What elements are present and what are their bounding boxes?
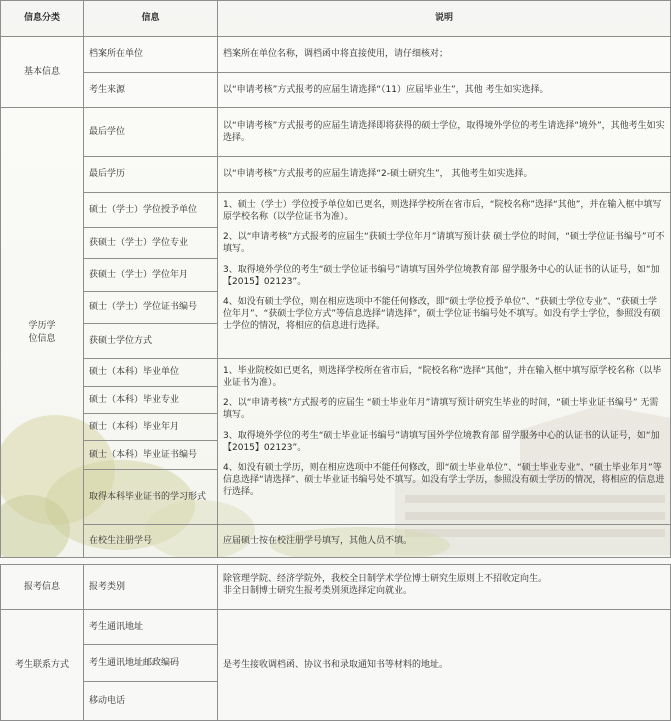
degree-note-3: 3、取得境外学位的考生“硕士学位证书编号”请填写国外学位境教育部 留学服务中心的认证书的认证号，如“加【2015】02123”。 [223, 264, 660, 287]
row-study-form: 取得本科毕业证书的学习形式 [83, 469, 218, 525]
row-student-id: 在校生注册学号 [83, 524, 218, 558]
row-exam-type: 报考类别 [83, 564, 218, 610]
header-note: 说明 [217, 0, 671, 37]
note-last-education: 以“申请考核”方式报考的应届生请选择“2-硕士研究生”， 其他考生如实选择。 [217, 156, 671, 193]
row-source: 考生来源 [83, 72, 218, 108]
degree-note-2: 2、以“申请考核”方式报考的应届生“获硕士学位年月”请填写预计获 硕士学位的时间，“硕士学位证书编号”可不填写。 [223, 232, 665, 255]
row-master-grad-date: 硕士（本科）毕业年月 [83, 413, 218, 441]
row-master-grad-major: 硕士（本科）毕业专业 [83, 386, 218, 414]
note-contact: 是考生接收调档函、协议书和录取通知书等材料的地址。 [217, 609, 671, 721]
row-master-degree-cert: 硕士（学士）学位证书编号 [83, 291, 218, 324]
section-exam: 报考信息 [0, 564, 84, 610]
header-info: 信息 [83, 0, 218, 37]
note-last-degree: 以“申请考核”方式报考的应届生请选择即将获得的硕士学位，取得境外学位的考生请选择“境外”，其他考生如实选择。 [217, 107, 671, 157]
row-archive-unit: 档案所在单位 [83, 36, 218, 73]
row-mail-postcode: 考生通讯地址邮政编码 [83, 644, 218, 682]
row-last-degree: 最后学位 [83, 107, 218, 157]
note-master-degree [217, 192, 671, 359]
row-mobile: 移动电话 [83, 681, 218, 721]
note-exam-type [217, 564, 671, 610]
grad-note-3: 3、取得境外学位的考生“硕士毕业证书编号”请填写国外学位境教育部 留学服务中心的认证书的认证号，如“加【2015】02123”。 [223, 430, 660, 453]
note-archive-unit: 档案所在单位名称，调档函中将直接使用，请仔细核对； [217, 36, 671, 73]
row-mail-address: 考生通讯地址 [83, 609, 218, 645]
grad-note-2: 2、以“申请考核”方式报考的应届生 “硕士毕业年月”请填写预计研究生毕业的时间，“硕士毕业证书编号” 无需填写。 [223, 398, 659, 421]
row-master-degree-unit: 硕士（学士）学位授予单位 [83, 192, 218, 228]
grad-note-1: 1、毕业院校如已更名，则选择学校所在省市后，“院校名称”选择“其他”，并在输入框中填写原学校名称（以毕业证书为准）。 [223, 366, 662, 389]
exam-note-1: 除管理学院、经济学院外，我校全日制学术学位博士研究生原则上不招收定向生。 [223, 574, 548, 584]
grad-note-4: 4、如没有硕士学历，则在相应选项中不能任何修改，即“硕士毕业单位”、“硕士毕业专业”、“硕士毕业年月”等信息选择“请选择”、硕士毕业证书编号处不填写。如没有学士学历，参照没有硕士学历的情况，将相应的信息进行选择。 [223, 462, 665, 498]
section-basic: 基本信息 [0, 36, 84, 108]
row-master-grad-cert: 硕士（本科）毕业证书编号 [83, 440, 218, 470]
row-master-degree-method: 获硕士学位方式 [83, 323, 218, 359]
section-education: 学历学 位信息 [0, 107, 84, 558]
note-source: 以“申请考核”方式报考的应届生请选择“（11）应届毕业生”，其他 考生如实选择。 [217, 72, 671, 108]
exam-note-2: 非全日制博士研究生报考类别须选择定向就业。 [223, 586, 413, 597]
section-contact: 考生联系方式 [0, 609, 84, 721]
degree-note-4: 4、如没有硕士学位，则在相应选项中不能任何修改，即“硕士学位授予单位”、“获硕士学位专业”、“获硕士学位年月”、“获硕士学位方式”等信息选择“请选择”，硕士学位证书编号处不填写。如没有学士学位，参照没有硕士学位的情况，将相应的信息进行选择。 [223, 296, 661, 332]
header-category: 信息分类 [0, 0, 84, 37]
note-student-id: 应届硕士按在校注册学号填写，其他人员不填。 [217, 524, 671, 558]
row-master-degree-date: 获硕士（学士）学位年月 [83, 258, 218, 292]
row-last-education: 最后学历 [83, 156, 218, 193]
degree-note-1: 1、硕士（学士）学位授予单位如已更名，则选择学校所在省市后，“院校名称”选择“其他”，并在输入框中填写原学校名称（以学位证书为准）。 [223, 200, 662, 223]
row-master-degree-major: 获硕士（学士）学位专业 [83, 227, 218, 259]
note-master-grad [217, 358, 671, 525]
row-master-grad-unit: 硕士（本科）毕业单位 [83, 358, 218, 387]
